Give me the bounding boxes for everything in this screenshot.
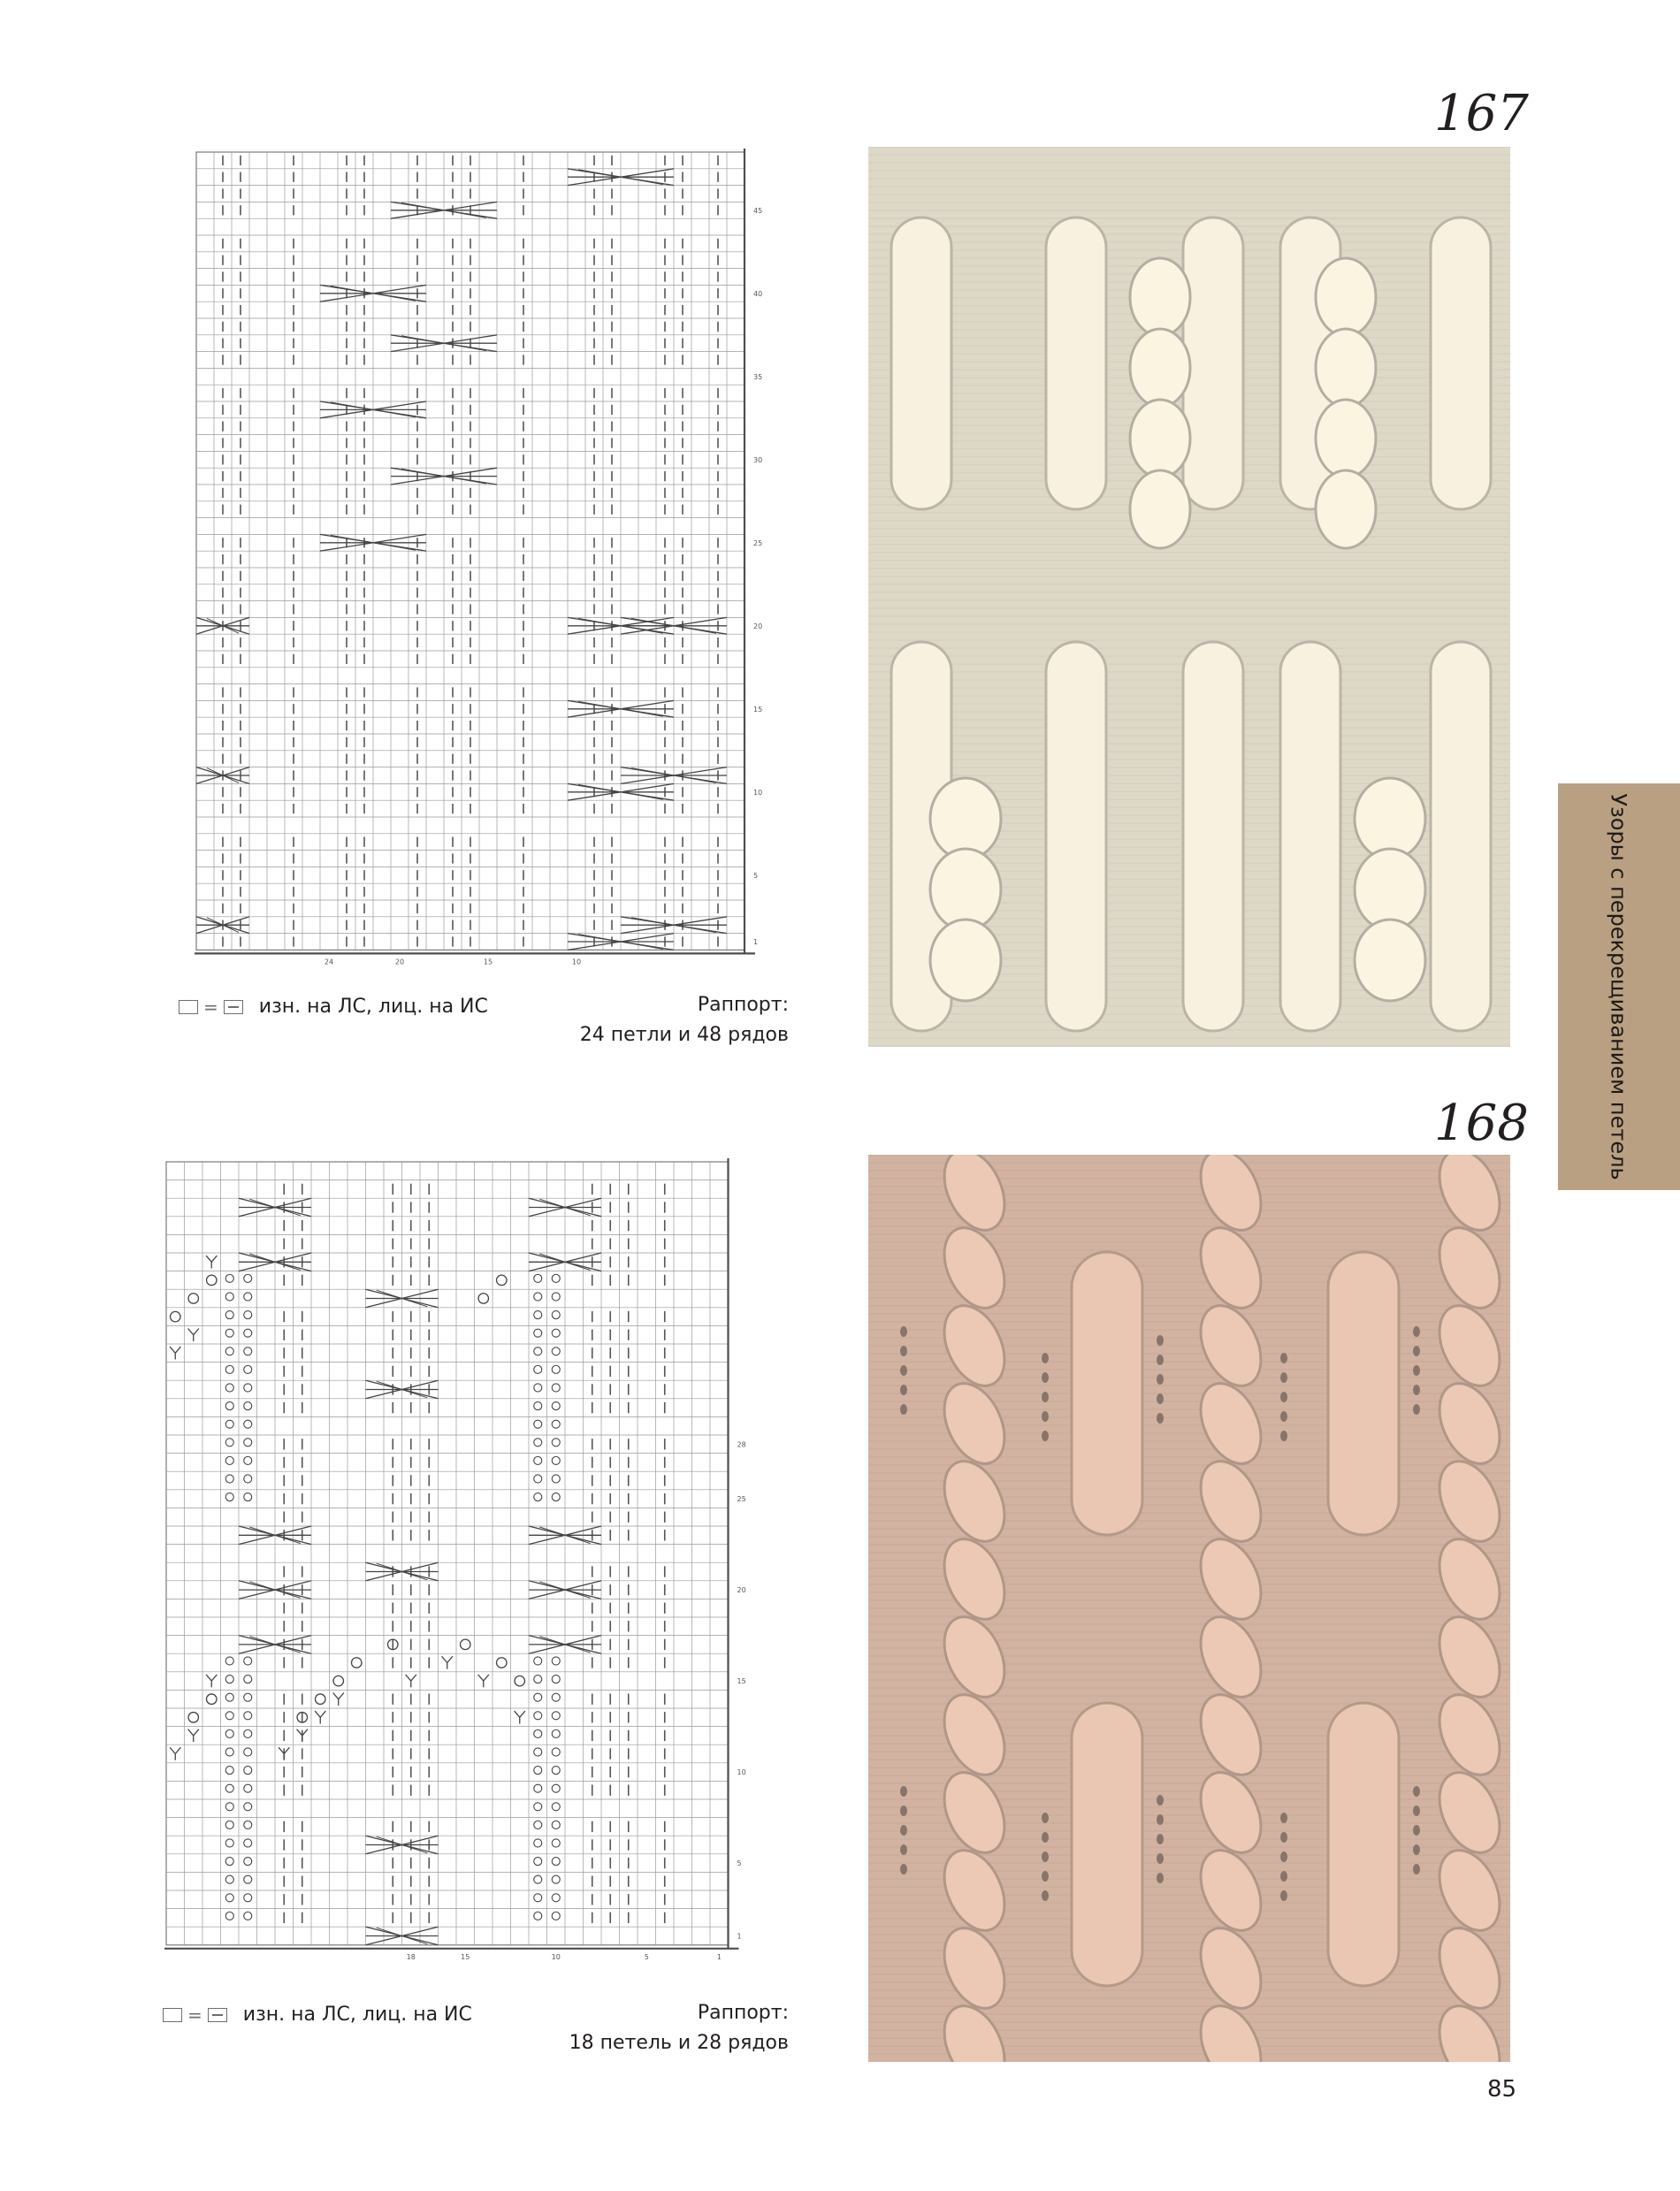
knit-sample-photo-168 <box>868 1155 1510 2062</box>
knitting-chart-167 <box>175 143 803 983</box>
cable-rib <box>1183 218 1243 509</box>
eyelet <box>1280 1813 1287 1823</box>
row-number: 45 <box>753 206 763 215</box>
eyelet <box>900 1786 907 1797</box>
rapport-info <box>580 990 789 1050</box>
row-number: 15 <box>737 1677 746 1686</box>
eyelet <box>1042 1832 1049 1843</box>
cable-rib <box>1046 642 1106 1031</box>
cable-twist <box>1316 329 1376 407</box>
eyelet <box>1413 1786 1420 1797</box>
eyelet <box>1157 1374 1164 1385</box>
chart-grid <box>164 1158 739 1949</box>
cable-twist <box>1130 400 1190 477</box>
row-number: 20 <box>737 1586 746 1595</box>
cable-rib <box>1328 1252 1399 1535</box>
eyelet <box>1413 1844 1420 1855</box>
rapport-label: Раппорт: <box>697 994 789 1016</box>
row-number: 5 <box>753 871 759 880</box>
stitch-number: 15 <box>483 958 493 966</box>
eyelet <box>1157 1814 1164 1825</box>
cable-twist <box>1355 778 1425 859</box>
cable-rib <box>1431 642 1491 1031</box>
eyelet <box>1042 1372 1049 1383</box>
stitch-number: 24 <box>324 958 334 966</box>
chart-grid <box>195 149 755 953</box>
cable-twist <box>1316 400 1376 477</box>
pattern-number: 168 <box>1434 1095 1529 1152</box>
stitch-number: 18 <box>406 1952 416 1961</box>
eyelet <box>1280 1392 1287 1402</box>
eyelet <box>1280 1890 1287 1901</box>
legend-equals: = <box>203 996 218 1018</box>
row-number: 28 <box>737 1440 746 1449</box>
legend-equals: = <box>187 2004 202 2026</box>
eyelet <box>900 1805 907 1816</box>
row-number: 10 <box>753 788 763 797</box>
empty-cell-symbol <box>179 1000 198 1014</box>
eyelet <box>1042 1353 1049 1363</box>
stitch-number: 10 <box>551 1952 561 1961</box>
cable-twist <box>1130 258 1190 336</box>
row-number: 20 <box>753 622 763 630</box>
eyelet <box>1042 1392 1049 1402</box>
cable-twist <box>1316 470 1376 548</box>
eyelet <box>900 1825 907 1836</box>
eyelet <box>900 1844 907 1855</box>
stitch-number: 20 <box>394 958 405 966</box>
cable-twist <box>1130 470 1190 548</box>
legend-text: изн. на ЛС, лиц. на ИС <box>258 996 488 1018</box>
cable-rib <box>1328 1703 1399 1986</box>
eyelet <box>1413 1326 1420 1337</box>
eyelet <box>1280 1372 1287 1383</box>
cable-rib <box>1431 218 1491 509</box>
section-tab-label: Узоры с перекрещиванием петель <box>1607 793 1632 1180</box>
cable-rib <box>1183 642 1243 1031</box>
cable-rib <box>1046 218 1106 509</box>
eyelet <box>1157 1795 1164 1805</box>
eyelet <box>1157 1853 1164 1864</box>
eyelet <box>1042 1431 1049 1441</box>
row-number: 30 <box>753 455 763 464</box>
eyelet <box>1157 1355 1164 1365</box>
purl-symbol <box>208 2008 227 2022</box>
eyelet <box>1042 1890 1049 1901</box>
stitch-number: 15 <box>461 1952 470 1961</box>
cable-twist <box>930 778 1001 859</box>
page-number: 85 <box>1487 2076 1517 2103</box>
eyelet <box>1280 1431 1287 1441</box>
eyelet <box>900 1404 907 1415</box>
legend-text: изн. на ЛС, лиц. на ИС <box>242 2004 472 2026</box>
eyelet <box>900 1326 907 1337</box>
empty-cell-symbol <box>163 2008 182 2022</box>
rapport-value: 24 петли и 48 рядов <box>579 1024 789 1046</box>
row-number: 1 <box>753 938 759 946</box>
eyelet <box>1042 1871 1049 1882</box>
knitting-chart-168 <box>159 1155 792 1989</box>
row-number: 40 <box>753 289 763 298</box>
eyelet <box>1413 1346 1420 1356</box>
chart-legend <box>179 996 488 1018</box>
eyelet <box>1280 1411 1287 1422</box>
section-tab <box>1558 783 1680 1190</box>
eyelet <box>1042 1851 1049 1862</box>
eyelet <box>1157 1413 1164 1424</box>
pattern-number: 167 <box>1434 85 1529 142</box>
row-number: 25 <box>753 538 763 547</box>
eyelet <box>1157 1393 1164 1404</box>
eyelet <box>1413 1404 1420 1415</box>
cable-twist <box>1355 920 1425 1001</box>
eyelet <box>900 1365 907 1376</box>
cable-rib <box>1072 1703 1142 1986</box>
row-number: 35 <box>753 372 763 381</box>
chart-legend <box>163 2004 472 2026</box>
stitch-number: 1 <box>716 1952 722 1961</box>
row-number: 15 <box>753 705 763 714</box>
row-number: 25 <box>737 1495 746 1504</box>
eyelet <box>1413 1385 1420 1395</box>
cable-twist <box>1316 258 1376 336</box>
eyelet <box>1157 1873 1164 1883</box>
stitch-number: 10 <box>571 958 582 966</box>
eyelet <box>1280 1353 1287 1363</box>
cable-twist <box>1355 849 1425 930</box>
purl-symbol <box>224 1000 243 1014</box>
rapport-label: Раппорт: <box>697 2002 789 2024</box>
eyelet <box>1280 1851 1287 1862</box>
eyelet <box>1280 1832 1287 1843</box>
cable-twist <box>930 849 1001 930</box>
row-number: 1 <box>737 1932 742 1941</box>
cable-rib <box>1072 1252 1142 1535</box>
cable-twist <box>930 920 1001 1001</box>
stitch-number: 5 <box>644 1952 649 1961</box>
eyelet <box>1413 1864 1420 1874</box>
rapport-value: 18 петель и 28 рядов <box>569 2032 789 2054</box>
eyelet <box>900 1385 907 1395</box>
eyelet <box>1042 1813 1049 1823</box>
eyelet <box>1413 1365 1420 1376</box>
eyelet <box>1042 1411 1049 1422</box>
eyelet <box>1280 1871 1287 1882</box>
knit-sample-photo-167 <box>868 147 1510 1047</box>
row-number: 10 <box>737 1768 746 1777</box>
cable-twist <box>1130 329 1190 407</box>
cable-rib <box>891 218 951 509</box>
eyelet <box>1157 1335 1164 1346</box>
rapport-info <box>569 1998 789 2058</box>
eyelet <box>1413 1825 1420 1836</box>
eyelet <box>1157 1834 1164 1844</box>
cable-rib <box>1280 642 1340 1031</box>
eyelet <box>900 1346 907 1356</box>
row-number: 5 <box>737 1859 742 1868</box>
eyelet <box>900 1864 907 1874</box>
eyelet <box>1413 1805 1420 1816</box>
